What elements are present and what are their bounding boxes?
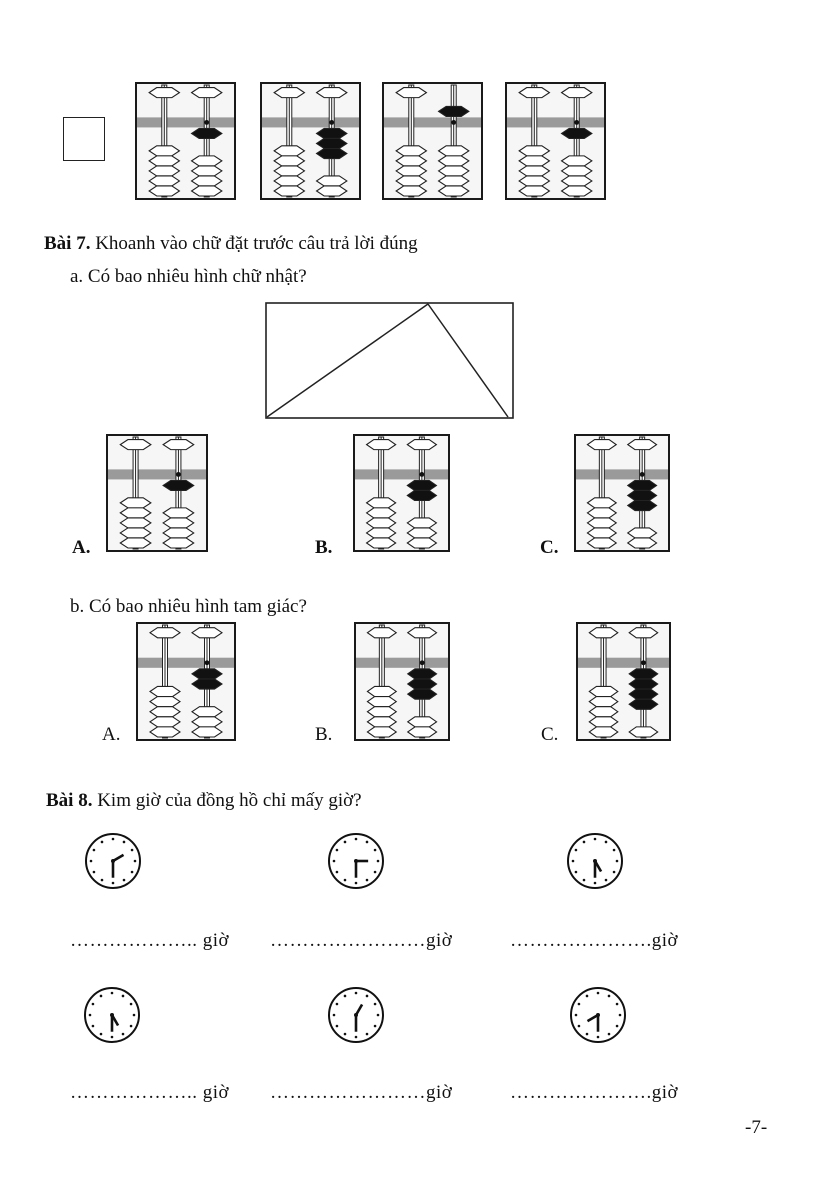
abacus-bead-counted bbox=[628, 500, 657, 510]
abacus-bead bbox=[562, 166, 592, 176]
abacus-bead bbox=[149, 156, 179, 166]
abacus-bead bbox=[589, 717, 618, 727]
abacus-bead bbox=[120, 498, 151, 508]
abacus-bead bbox=[439, 156, 469, 166]
abacus-bead bbox=[367, 727, 396, 737]
abacus-bead bbox=[367, 717, 396, 727]
abacus-bead-counted bbox=[192, 128, 222, 138]
abacus-bead bbox=[519, 176, 549, 186]
abacus-top-1 bbox=[135, 82, 236, 200]
abacus-bead bbox=[149, 176, 179, 186]
option-7a-c[interactable]: C. bbox=[540, 537, 559, 558]
abacus-bead bbox=[367, 707, 396, 717]
abacus-bead bbox=[589, 707, 618, 717]
option-7b-a[interactable]: A. bbox=[102, 724, 121, 745]
abacus-bead-counted bbox=[629, 669, 658, 679]
abacus-bead bbox=[149, 166, 179, 176]
abacus-bead bbox=[629, 727, 658, 737]
abacus-bead bbox=[589, 628, 618, 638]
abacus-top-2 bbox=[260, 82, 361, 200]
abacus-bead bbox=[120, 508, 151, 518]
abacus-bead bbox=[192, 707, 222, 717]
option-7a-a[interactable]: A. bbox=[72, 537, 91, 558]
answer-line[interactable]: ……………….. giờ bbox=[70, 1082, 230, 1103]
abacus-bead bbox=[519, 186, 549, 196]
abacus-bead bbox=[396, 146, 426, 156]
abacus-bead-counted bbox=[163, 480, 194, 490]
abacus-bead bbox=[367, 498, 396, 508]
abacus-bead bbox=[587, 440, 616, 450]
rectangle-figure bbox=[265, 302, 515, 420]
question-7b: b. Có bao nhiêu hình tam giác? bbox=[70, 596, 307, 617]
abacus-bead bbox=[150, 727, 180, 737]
abacus-bead bbox=[192, 727, 222, 737]
abacus-bead bbox=[562, 156, 592, 166]
exercise-7-heading bbox=[44, 233, 418, 255]
abacus-bead bbox=[519, 146, 549, 156]
question-7a: a. Có bao nhiêu hình chữ nhật? bbox=[70, 266, 307, 287]
abacus-bead bbox=[367, 518, 396, 528]
abacus-bead bbox=[150, 717, 180, 727]
abacus-bead bbox=[150, 686, 180, 696]
clock-icon bbox=[327, 832, 385, 890]
abacus-bead bbox=[396, 88, 426, 98]
abacus-bead-counted bbox=[628, 480, 657, 490]
abacus-bead bbox=[192, 166, 222, 176]
abacus-bead bbox=[439, 166, 469, 176]
abacus-bead bbox=[407, 440, 436, 450]
abacus-bead bbox=[192, 717, 222, 727]
abacus-bead bbox=[120, 528, 151, 538]
abacus-bead bbox=[367, 686, 396, 696]
abacus-7a-option-b[interactable] bbox=[353, 434, 450, 552]
abacus-bead bbox=[562, 88, 592, 98]
exercise-7-instruction: Khoanh vào chữ đặt trước câu trả lời đúng bbox=[95, 233, 418, 254]
abacus-bead-counted bbox=[192, 679, 222, 689]
abacus-bead-counted bbox=[192, 669, 222, 679]
abacus-bead-counted bbox=[408, 689, 437, 699]
abacus-bead bbox=[367, 628, 396, 638]
abacus-bead bbox=[396, 186, 426, 196]
abacus-bead bbox=[163, 538, 194, 548]
abacus-bead bbox=[274, 186, 304, 196]
abacus-bead-counted bbox=[317, 138, 347, 148]
option-7b-c[interactable]: C. bbox=[541, 724, 559, 745]
abacus-bead bbox=[589, 686, 618, 696]
abacus-bead bbox=[274, 176, 304, 186]
abacus-bead bbox=[163, 528, 194, 538]
abacus-bead-counted bbox=[408, 679, 437, 689]
abacus-bead bbox=[120, 538, 151, 548]
abacus-bead-counted bbox=[408, 669, 437, 679]
answer-line[interactable]: ……………….. giờ bbox=[70, 930, 230, 951]
abacus-bead bbox=[120, 518, 151, 528]
abacus-top-3 bbox=[382, 82, 483, 200]
abacus-bead bbox=[149, 186, 179, 196]
abacus-bead bbox=[192, 186, 222, 196]
abacus-bead bbox=[192, 628, 222, 638]
exercise-8-number: Bài 8. bbox=[46, 790, 93, 811]
clock-icon bbox=[327, 986, 385, 1044]
abacus-bead bbox=[163, 518, 194, 528]
abacus-bead-counted bbox=[562, 128, 592, 138]
abacus-bead bbox=[150, 628, 180, 638]
abacus-bead bbox=[149, 146, 179, 156]
abacus-bead bbox=[587, 498, 616, 508]
abacus-7b-option-b[interactable] bbox=[354, 622, 450, 741]
abacus-bead bbox=[587, 538, 616, 548]
abacus-bead bbox=[192, 156, 222, 166]
abacus-bead-counted bbox=[629, 679, 658, 689]
option-7b-b[interactable]: B. bbox=[315, 724, 333, 745]
clock-icon bbox=[84, 832, 142, 890]
abacus-bead bbox=[519, 156, 549, 166]
abacus-bead bbox=[274, 88, 304, 98]
abacus-bead-counted bbox=[439, 106, 469, 116]
abacus-bead bbox=[367, 528, 396, 538]
abacus-bead bbox=[629, 628, 658, 638]
abacus-bead bbox=[317, 186, 347, 196]
page-number: -7- bbox=[745, 1117, 768, 1138]
exercise-8-heading bbox=[46, 790, 362, 812]
exercise-7-number: Bài 7. bbox=[44, 233, 91, 254]
abacus-bead bbox=[407, 518, 436, 528]
abacus-7a-option-a[interactable] bbox=[106, 434, 208, 552]
abacus-bead bbox=[587, 508, 616, 518]
option-7a-b[interactable]: B. bbox=[315, 537, 333, 558]
answer-box[interactable] bbox=[63, 117, 105, 161]
clock-icon bbox=[566, 832, 624, 890]
abacus-bead-counted bbox=[629, 689, 658, 699]
abacus-bead bbox=[519, 166, 549, 176]
abacus-bead-counted bbox=[628, 490, 657, 500]
abacus-bead bbox=[628, 528, 657, 538]
abacus-bead bbox=[519, 88, 549, 98]
abacus-bead bbox=[589, 727, 618, 737]
abacus-bead bbox=[120, 440, 151, 450]
answer-line[interactable]: ………………….giờ bbox=[510, 930, 679, 951]
abacus-bead bbox=[587, 518, 616, 528]
abacus-bead bbox=[628, 538, 657, 548]
clock-icon bbox=[569, 986, 627, 1044]
answer-line[interactable]: ……………………giờ bbox=[270, 930, 453, 951]
abacus-bead bbox=[274, 166, 304, 176]
abacus-bead bbox=[396, 166, 426, 176]
abacus-bead bbox=[150, 707, 180, 717]
abacus-bead bbox=[439, 176, 469, 186]
abacus-7b-option-a[interactable] bbox=[136, 622, 236, 741]
abacus-bead bbox=[274, 156, 304, 166]
abacus-bead bbox=[367, 697, 396, 707]
abacus-top-4 bbox=[505, 82, 606, 200]
abacus-bead bbox=[587, 528, 616, 538]
abacus-bead bbox=[163, 508, 194, 518]
abacus-7a-option-c[interactable] bbox=[574, 434, 670, 552]
abacus-bead-counted bbox=[317, 148, 347, 158]
answer-line[interactable]: ………………….giờ bbox=[510, 1082, 679, 1103]
abacus-bead bbox=[407, 538, 436, 548]
abacus-bead-counted bbox=[317, 128, 347, 138]
abacus-bead bbox=[367, 538, 396, 548]
abacus-bead bbox=[408, 727, 437, 737]
abacus-bead bbox=[163, 440, 194, 450]
abacus-bead bbox=[408, 628, 437, 638]
abacus-bead-counted bbox=[629, 699, 658, 709]
abacus-bead bbox=[439, 146, 469, 156]
clock-icon bbox=[83, 986, 141, 1044]
answer-line[interactable]: ……………………giờ bbox=[270, 1082, 453, 1103]
abacus-bead bbox=[192, 88, 222, 98]
abacus-bead bbox=[562, 186, 592, 196]
abacus-bead bbox=[408, 717, 437, 727]
abacus-bead bbox=[628, 440, 657, 450]
abacus-bead bbox=[317, 88, 347, 98]
abacus-bead bbox=[150, 697, 180, 707]
abacus-bead bbox=[396, 156, 426, 166]
abacus-bead bbox=[192, 176, 222, 186]
abacus-7b-option-c[interactable] bbox=[576, 622, 671, 741]
abacus-bead-counted bbox=[407, 490, 436, 500]
abacus-bead bbox=[274, 146, 304, 156]
abacus-bead bbox=[562, 176, 592, 186]
abacus-bead bbox=[367, 440, 396, 450]
exercise-8-instruction: Kim giờ của đồng hồ chỉ mấy giờ? bbox=[97, 790, 362, 811]
abacus-bead bbox=[367, 508, 396, 518]
abacus-bead bbox=[439, 186, 469, 196]
abacus-bead bbox=[149, 88, 179, 98]
abacus-bead bbox=[407, 528, 436, 538]
abacus-bead bbox=[589, 697, 618, 707]
abacus-bead bbox=[317, 176, 347, 186]
abacus-bead bbox=[396, 176, 426, 186]
abacus-bead-counted bbox=[407, 480, 436, 490]
